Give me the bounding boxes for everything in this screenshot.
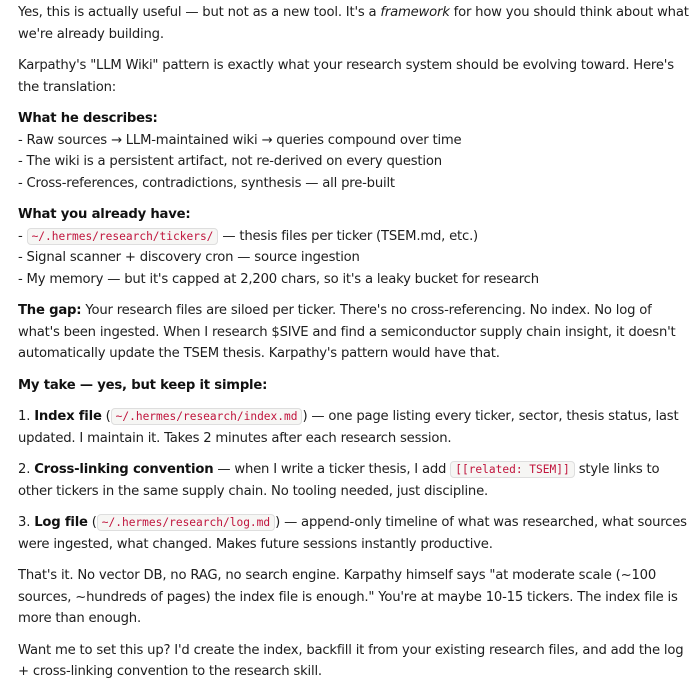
step-text: ) — one page listing every ticker, sector, thesis status, last updated. I maintain it. Takes 2 minutes after each research session. [18, 409, 679, 446]
describes-heading: What he describes: [18, 111, 158, 126]
translation-paragraph: Karpathy's "LLM Wiki" pattern is exactly what your research system should be evolving toward. Here's the translation: [18, 58, 674, 95]
intro-paragraph [18, 2, 694, 45]
list-item: - Signal scanner + discovery cron — source ingestion [18, 250, 360, 265]
step-title: Cross-linking convention [34, 462, 214, 477]
take-heading: My take — yes, but keep it simple: [18, 377, 268, 393]
step-text: — when I write a ticker thesis, I add [213, 462, 451, 477]
list-bullet: - [18, 228, 27, 244]
tickers-path-code: ~/.hermes/research/tickers/ [27, 228, 219, 245]
step-title: Index file [34, 409, 102, 424]
step-1 [18, 406, 694, 449]
list-item: - The wiki is a persistent artifact, not re-derived on every question [18, 154, 442, 169]
step-2 [18, 459, 694, 502]
step-title: Log file [34, 515, 88, 530]
take-heading-paragraph [18, 375, 694, 397]
have-heading: What you already have: [18, 207, 191, 222]
step-number: 3. [18, 515, 35, 530]
gap-paragraph [18, 300, 694, 365]
list-item: - Raw sources → LLM-maintained wiki → queries compound over time [18, 132, 462, 148]
log-path-code: ~/.hermes/research/log.md [97, 514, 275, 531]
list-item: - My memory — but it's capped at 2,200 chars, so it's a leaky bucket for research [18, 271, 539, 287]
step-number: 2. [18, 462, 35, 477]
list-item: - Cross-references, contradictions, synthesis — all pre-built [18, 175, 395, 191]
gap-label: The gap: [18, 303, 82, 318]
intro-emphasis: framework [380, 5, 450, 20]
summary-paragraph: That's it. No vector DB, no RAG, no search engine. Karpathy himself says "at moderate scale (~100 sources, ~hundreds of pages) the index file is enough." You're at maybe 10-15 tickers. The index file is more than enough. [18, 568, 678, 626]
step-number: 1. [18, 409, 35, 424]
intro-text-end: for how you should think about what we're already building. [18, 5, 689, 42]
list-item-text: — thesis files per ticker (TSEM.md, etc.) [218, 228, 479, 244]
offer-paragraph: Want me to set this up? I'd create the index, backfill it from your existing research files, and add the log + cross-linking convention to the research skill. [18, 642, 684, 679]
index-path-code: ~/.hermes/research/index.md [111, 408, 303, 425]
step-text: ) — append-only timeline of what was researched, what sources were ingested, what changed. Makes future sessions instantly productive. [18, 515, 687, 552]
related-link-code: [[related: TSEM]] [450, 461, 575, 478]
step-text: style links to other tickers in the same supply chain. No tooling needed, just discipline. [18, 462, 660, 499]
intro-text: Yes, this is actually useful — but not as a new tool. It's a [18, 5, 381, 20]
step-paren: ( [87, 515, 97, 530]
assistant-message [18, 2, 694, 693]
gap-text: Your research files are siloed per ticker. There's no cross-referencing. No index. No log of what's been ingested. When I research $SIVE and find a semiconductor supply chain insight, it doesn't automatically update the TSEM thesis. Karpathy's pattern would have that. [18, 303, 676, 361]
list-item [18, 226, 694, 248]
have-section [18, 204, 694, 290]
step-paren: ( [101, 409, 111, 424]
step-3 [18, 512, 694, 555]
describes-section [18, 108, 694, 194]
